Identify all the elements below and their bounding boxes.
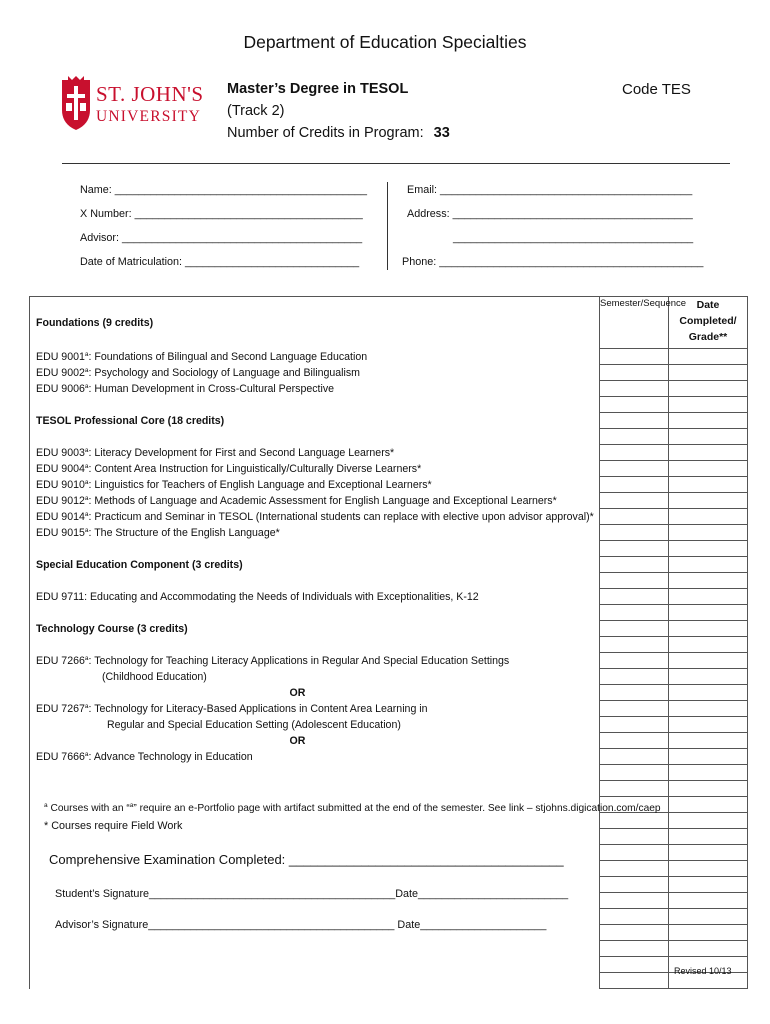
semester-cell[interactable] xyxy=(600,589,669,605)
date-cell[interactable] xyxy=(669,413,748,429)
section-header xyxy=(30,297,600,349)
date-cell[interactable] xyxy=(669,813,748,829)
or-separator: OR xyxy=(289,734,306,747)
semester-cell[interactable] xyxy=(600,445,669,461)
program-code: Code TES xyxy=(622,81,691,98)
fields-divider xyxy=(387,182,388,270)
course-row: EDU 7266$^a$: Technology for Teaching Literacy Applications in Regular And Special Education Settings xyxy=(36,654,510,667)
semester-cell[interactable] xyxy=(600,781,669,797)
date-cell[interactable] xyxy=(669,557,748,573)
semester-cell[interactable] xyxy=(600,925,669,941)
semester-cell[interactable] xyxy=(600,861,669,877)
date-cell[interactable] xyxy=(669,717,748,733)
department-title: Department of Education Specialties xyxy=(243,32,527,52)
semester-cell[interactable] xyxy=(600,701,669,717)
date-cell[interactable] xyxy=(669,909,748,925)
course-row: EDU 9711: Educating and Accommodating the Needs of Individuals with Exceptionalities, K-12 xyxy=(36,590,479,603)
date-cell[interactable] xyxy=(669,781,748,797)
date-cell[interactable] xyxy=(669,573,748,589)
date-cell[interactable] xyxy=(669,589,748,605)
credits-value: 33 xyxy=(433,125,450,141)
semester-cell[interactable] xyxy=(600,749,669,765)
date-cell[interactable] xyxy=(669,381,748,397)
semester-cell[interactable] xyxy=(600,829,669,845)
phone-field[interactable]: Phone: ____________________________________________ xyxy=(402,256,704,268)
semester-cell[interactable] xyxy=(600,733,669,749)
course-row: EDU 9015$^a$: The Structure of the English Language* xyxy=(36,526,280,539)
logo-wordmark-line1: ST. JOHN'S xyxy=(96,82,204,106)
semester-cell[interactable] xyxy=(600,461,669,477)
semester-cell[interactable] xyxy=(600,493,669,509)
advisor-signature-field[interactable]: Advisor’s Signature_________________________________________ Date_____________________ xyxy=(55,919,547,931)
date-cell[interactable] xyxy=(669,461,748,477)
date-cell[interactable] xyxy=(669,509,748,525)
course-row: EDU 7666$^a$: Advance Technology in Education xyxy=(36,750,253,763)
semester-cell[interactable] xyxy=(600,573,669,589)
logo-wordmark-line2: UNIVERSITY xyxy=(96,108,201,125)
semester-cell[interactable] xyxy=(600,685,669,701)
course-row: EDU 9006$^a$: Human Development in Cross-Cultural Perspective xyxy=(36,382,335,395)
date-cell[interactable] xyxy=(669,941,748,957)
date-cell[interactable] xyxy=(669,445,748,461)
semester-cell[interactable] xyxy=(600,557,669,573)
credits-label: Number of Credits in Program: xyxy=(227,125,424,141)
date-cell[interactable] xyxy=(669,845,748,861)
semester-cell[interactable] xyxy=(600,909,669,925)
semester-cell[interactable] xyxy=(600,381,669,397)
semester-cell[interactable] xyxy=(600,893,669,909)
date-cell[interactable] xyxy=(669,605,748,621)
course-row: EDU 9003$^a$: Literacy Development for First and Second Language Learners* xyxy=(36,446,395,459)
semester-cell[interactable] xyxy=(600,525,669,541)
semester-cell[interactable] xyxy=(600,637,669,653)
university-logo xyxy=(58,76,208,134)
section-title-technology: Technology Course (3 credits) xyxy=(36,622,188,635)
date-cell[interactable] xyxy=(669,477,748,493)
semester-cell[interactable] xyxy=(600,653,669,669)
program-track: (Track 2) xyxy=(227,103,285,119)
email-field[interactable]: Email: __________________________________________ xyxy=(407,184,693,196)
program-title: Master’s Degree in TESOL xyxy=(227,81,409,97)
date-cell[interactable] xyxy=(669,541,748,557)
semester-cell[interactable] xyxy=(600,717,669,733)
student-signature-field[interactable]: Student’s Signature_________________________________________Date_________________________ xyxy=(55,888,569,900)
date-cell[interactable] xyxy=(669,621,748,637)
date-cell[interactable] xyxy=(669,653,748,669)
date-cell[interactable] xyxy=(669,877,748,893)
course-table xyxy=(29,296,748,989)
semester-cell[interactable] xyxy=(600,973,669,989)
date-cell[interactable] xyxy=(669,749,748,765)
date-cell[interactable] xyxy=(669,829,748,845)
comprehensive-exam-field[interactable]: Comprehensive Examination Completed: ______________________________________ xyxy=(49,852,564,867)
x-number-field[interactable]: X Number: ______________________________________ xyxy=(80,208,363,220)
semester-column-header: Semester/Sequence xyxy=(600,297,669,349)
semester-cell[interactable] xyxy=(600,877,669,893)
semester-cell[interactable] xyxy=(600,669,669,685)
address-field[interactable]: Address: ________________________________________ xyxy=(407,208,693,220)
semester-cell[interactable] xyxy=(600,509,669,525)
section-title-foundations: Foundations (9 credits) xyxy=(36,317,154,329)
semester-cell[interactable] xyxy=(600,477,669,493)
date-cell[interactable] xyxy=(669,733,748,749)
date-cell[interactable] xyxy=(669,525,748,541)
course-row: EDU 9004$^a$: Content Area Instruction for Linguistically/Culturally Diverse Learners* xyxy=(36,462,422,475)
semester-cell[interactable] xyxy=(600,813,669,829)
date-cell[interactable] xyxy=(669,669,748,685)
date-cell[interactable] xyxy=(669,925,748,941)
date-cell[interactable] xyxy=(669,861,748,877)
course-row-continuation: (Childhood Education) xyxy=(102,670,207,683)
date-completed-column-header: Date Completed/ Grade** xyxy=(669,297,748,349)
semester-cell[interactable] xyxy=(600,365,669,381)
course-row: EDU 9012$^a$: Methods of Language and Academic Assessment for English Language and Exceptional Learners* xyxy=(36,494,557,507)
semester-cell[interactable] xyxy=(600,397,669,413)
semester-cell[interactable] xyxy=(600,429,669,445)
semester-cell[interactable] xyxy=(600,941,669,957)
course-row-continuation: Regular and Special Education Setting (Adolescent Education) xyxy=(107,718,401,731)
course-row: EDU 9010$^a$: Linguistics for Teachers of English Language and Exceptional Learners* xyxy=(36,478,432,491)
eportfolio-note: $^a$ Courses with an “$^a$” require an e-Portfolio page with artifact submitted at the end of the semester. See link – stjohns.digication.com/caep xyxy=(44,802,661,814)
semester-cell[interactable] xyxy=(600,541,669,557)
semester-cell[interactable] xyxy=(600,605,669,621)
date-cell[interactable] xyxy=(669,429,748,445)
date-cell[interactable] xyxy=(669,365,748,381)
date-cell[interactable] xyxy=(669,493,748,509)
section-title-special-education: Special Education Component (3 credits) xyxy=(36,558,243,571)
date-cell[interactable] xyxy=(669,349,748,365)
or-separator: OR xyxy=(289,686,306,699)
address-line2-field[interactable]: ________________________________________ xyxy=(453,232,694,244)
semester-cell[interactable] xyxy=(600,765,669,781)
date-cell[interactable] xyxy=(669,685,748,701)
date-cell[interactable] xyxy=(669,701,748,717)
date-cell[interactable] xyxy=(669,797,748,813)
program-credits xyxy=(227,125,450,141)
date-cell[interactable] xyxy=(669,765,748,781)
revision-date: Revised 10/13 xyxy=(674,966,732,976)
date-cell[interactable] xyxy=(669,397,748,413)
section-title-tesol-core: TESOL Professional Core (18 credits) xyxy=(36,414,225,427)
semester-cell[interactable] xyxy=(600,845,669,861)
date-cell[interactable] xyxy=(669,637,748,653)
course-row: EDU 7267$^a$: Technology for Literacy-Based Applications in Content Area Learning in xyxy=(36,702,428,715)
semester-cell[interactable] xyxy=(600,413,669,429)
course-row: EDU 9002$^a$: Psychology and Sociology of Language and Bilingualism xyxy=(36,366,361,379)
field-work-note: * Courses require Field Work xyxy=(44,820,183,832)
name-field[interactable]: Name: __________________________________________ xyxy=(80,184,367,196)
advisor-field[interactable]: Advisor: ________________________________________ xyxy=(80,232,363,244)
header-divider xyxy=(62,163,730,164)
matriculation-date-field[interactable]: Date of Matriculation: _____________________________ xyxy=(80,256,360,268)
course-row: EDU 9001$^a$: Foundations of Bilingual and Second Language Education xyxy=(36,350,368,363)
semester-cell[interactable] xyxy=(600,349,669,365)
date-cell[interactable] xyxy=(669,893,748,909)
semester-cell[interactable] xyxy=(600,621,669,637)
course-row: EDU 9014$^a$: Practicum and Seminar in TESOL (International students can replace with elective upon advisor approval)* xyxy=(36,510,594,523)
semester-cell[interactable] xyxy=(600,957,669,973)
